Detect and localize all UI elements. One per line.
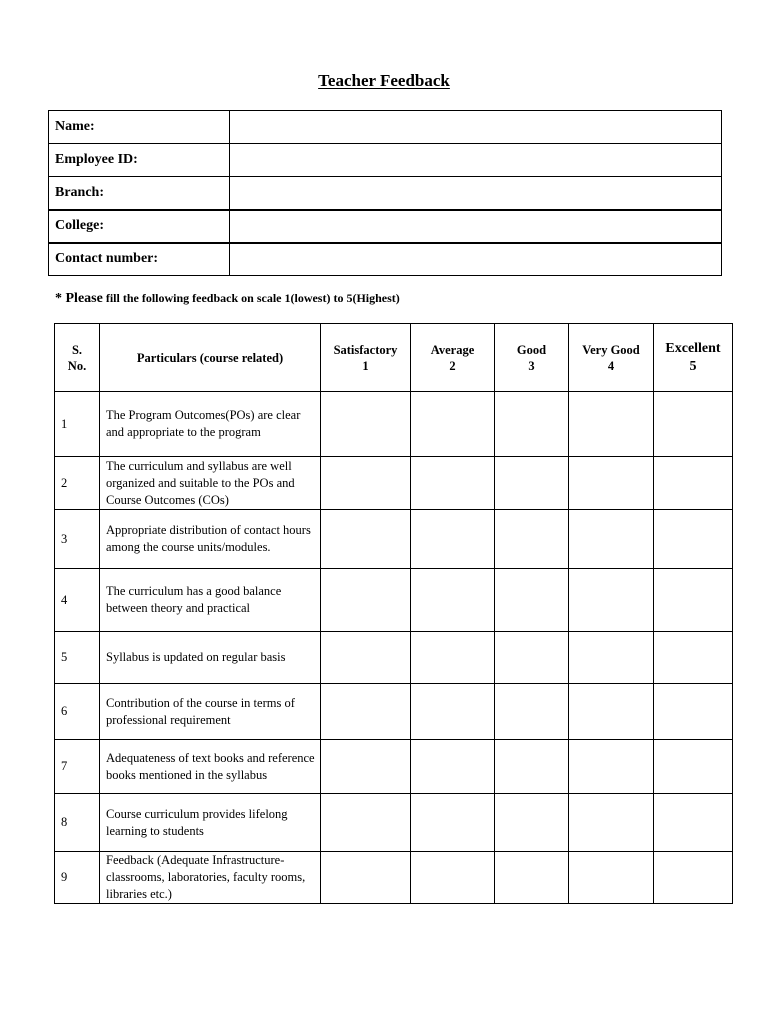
feedback-header-row — [55, 324, 733, 392]
rating-cell-very-good[interactable] — [569, 852, 654, 904]
instruction-text — [55, 291, 400, 307]
employee-id-field[interactable] — [230, 144, 722, 177]
header-very-good-label: Very Good — [582, 342, 640, 357]
rating-cell-average[interactable] — [411, 684, 495, 740]
feedback-row — [55, 852, 733, 904]
rating-cell-good[interactable] — [495, 510, 569, 569]
rating-cell-excellent[interactable] — [654, 684, 733, 740]
rating-cell-good[interactable] — [495, 632, 569, 684]
feedback-row — [55, 684, 733, 740]
header-particulars: Particulars (course related) — [100, 324, 321, 392]
rating-cell-average[interactable] — [411, 510, 495, 569]
feedback-row — [55, 569, 733, 632]
contact-number-field[interactable] — [230, 243, 722, 276]
feedback-row — [55, 740, 733, 794]
rating-cell-very-good[interactable] — [569, 794, 654, 852]
header-very-good-value: 4 — [607, 358, 615, 373]
header-satisfactory-value: 1 — [362, 358, 369, 373]
feedback-row — [55, 794, 733, 852]
rating-cell-good[interactable] — [495, 457, 569, 510]
rating-cell-excellent[interactable] — [654, 794, 733, 852]
row-particular: Appropriate distribution of contact hours among the course units/modules. — [100, 510, 321, 569]
row-number: 7 — [55, 740, 100, 794]
page-title: Teacher Feedback — [318, 71, 450, 90]
header-sno-line1: S. — [71, 342, 83, 357]
rating-cell-good[interactable] — [495, 569, 569, 632]
info-label-employee-id: Employee ID: — [49, 144, 230, 177]
header-satisfactory — [321, 324, 411, 392]
rating-cell-satisfactory[interactable] — [321, 794, 411, 852]
row-particular: Course curriculum provides lifelong learning to students — [100, 794, 321, 852]
row-particular: The curriculum has a good balance between theory and practical — [100, 569, 321, 632]
rating-cell-very-good[interactable] — [569, 740, 654, 794]
row-particular: The curriculum and syllabus are well organized and suitable to the POs and Course Outcomes (COs) — [100, 457, 321, 510]
row-number: 3 — [55, 510, 100, 569]
header-average-value: 2 — [449, 358, 456, 373]
row-particular: Feedback (Adequate Infrastructure- classrooms, laboratories, faculty rooms, libraries etc.) — [100, 852, 321, 904]
teacher-info-table — [48, 110, 722, 276]
feedback-row — [55, 632, 733, 684]
name-field[interactable] — [230, 111, 722, 144]
rating-cell-very-good[interactable] — [569, 684, 654, 740]
header-good-value: 3 — [528, 358, 535, 373]
rating-cell-average[interactable] — [411, 852, 495, 904]
header-sno-line2: No. — [67, 358, 87, 373]
rating-cell-excellent[interactable] — [654, 569, 733, 632]
rating-cell-excellent[interactable] — [654, 457, 733, 510]
rating-cell-average[interactable] — [411, 457, 495, 510]
rating-cell-satisfactory[interactable] — [321, 852, 411, 904]
instruction-prefix: * Please — [55, 291, 103, 306]
row-number: 2 — [55, 457, 100, 510]
row-number: 4 — [55, 569, 100, 632]
rating-cell-average[interactable] — [411, 569, 495, 632]
rating-cell-good[interactable] — [495, 794, 569, 852]
rating-cell-excellent[interactable] — [654, 392, 733, 457]
rating-cell-satisfactory[interactable] — [321, 740, 411, 794]
row-number: 8 — [55, 794, 100, 852]
info-row-branch — [49, 177, 722, 210]
rating-cell-very-good[interactable] — [569, 457, 654, 510]
header-excellent — [654, 324, 733, 392]
info-label-contact-number: Contact number: — [49, 243, 230, 276]
rating-cell-good[interactable] — [495, 392, 569, 457]
row-particular: Syllabus is updated on regular basis — [100, 632, 321, 684]
instruction-body: fill the following feedback on scale 1(lowest) to 5(Highest) — [102, 291, 400, 305]
rating-cell-satisfactory[interactable] — [321, 632, 411, 684]
rating-cell-excellent[interactable] — [654, 510, 733, 569]
rating-cell-excellent[interactable] — [654, 740, 733, 794]
header-excellent-value: 5 — [689, 358, 697, 374]
header-excellent-label: Excellent — [665, 340, 721, 356]
info-row-college — [49, 210, 722, 243]
rating-cell-very-good[interactable] — [569, 392, 654, 457]
rating-cell-average[interactable] — [411, 740, 495, 794]
info-label-name: Name: — [49, 111, 230, 144]
row-particular: The Program Outcomes(POs) are clear and appropriate to the program — [100, 392, 321, 457]
rating-cell-good[interactable] — [495, 740, 569, 794]
rating-cell-satisfactory[interactable] — [321, 392, 411, 457]
rating-cell-satisfactory[interactable] — [321, 684, 411, 740]
rating-cell-average[interactable] — [411, 392, 495, 457]
rating-cell-very-good[interactable] — [569, 632, 654, 684]
rating-cell-very-good[interactable] — [569, 510, 654, 569]
rating-cell-average[interactable] — [411, 794, 495, 852]
header-sno — [55, 324, 100, 392]
info-row-name — [49, 111, 722, 144]
feedback-row — [55, 510, 733, 569]
header-average — [411, 324, 495, 392]
rating-cell-satisfactory[interactable] — [321, 457, 411, 510]
row-number: 6 — [55, 684, 100, 740]
header-very-good — [569, 324, 654, 392]
info-label-branch: Branch: — [49, 177, 230, 210]
rating-cell-satisfactory[interactable] — [321, 569, 411, 632]
rating-cell-average[interactable] — [411, 632, 495, 684]
rating-cell-very-good[interactable] — [569, 569, 654, 632]
row-number: 9 — [55, 852, 100, 904]
rating-cell-good[interactable] — [495, 684, 569, 740]
row-number: 5 — [55, 632, 100, 684]
info-row-employee-id — [49, 144, 722, 177]
header-average-label: Average — [430, 342, 475, 357]
feedback-table — [54, 323, 733, 904]
college-field[interactable] — [230, 210, 722, 243]
rating-cell-good[interactable] — [495, 852, 569, 904]
header-satisfactory-label: Satisfactory — [333, 342, 398, 357]
row-number: 1 — [55, 392, 100, 457]
header-good — [495, 324, 569, 392]
row-particular: Contribution of the course in terms of professional requirement — [100, 684, 321, 740]
header-good-label: Good — [516, 342, 547, 357]
rating-cell-excellent[interactable] — [654, 852, 733, 904]
info-row-contact-number — [49, 243, 722, 276]
info-label-college: College: — [49, 210, 230, 243]
row-particular: Adequateness of text books and reference books mentioned in the syllabus — [100, 740, 321, 794]
rating-cell-satisfactory[interactable] — [321, 510, 411, 569]
feedback-row — [55, 457, 733, 510]
rating-cell-excellent[interactable] — [654, 632, 733, 684]
branch-field[interactable] — [230, 177, 722, 210]
feedback-row — [55, 392, 733, 457]
